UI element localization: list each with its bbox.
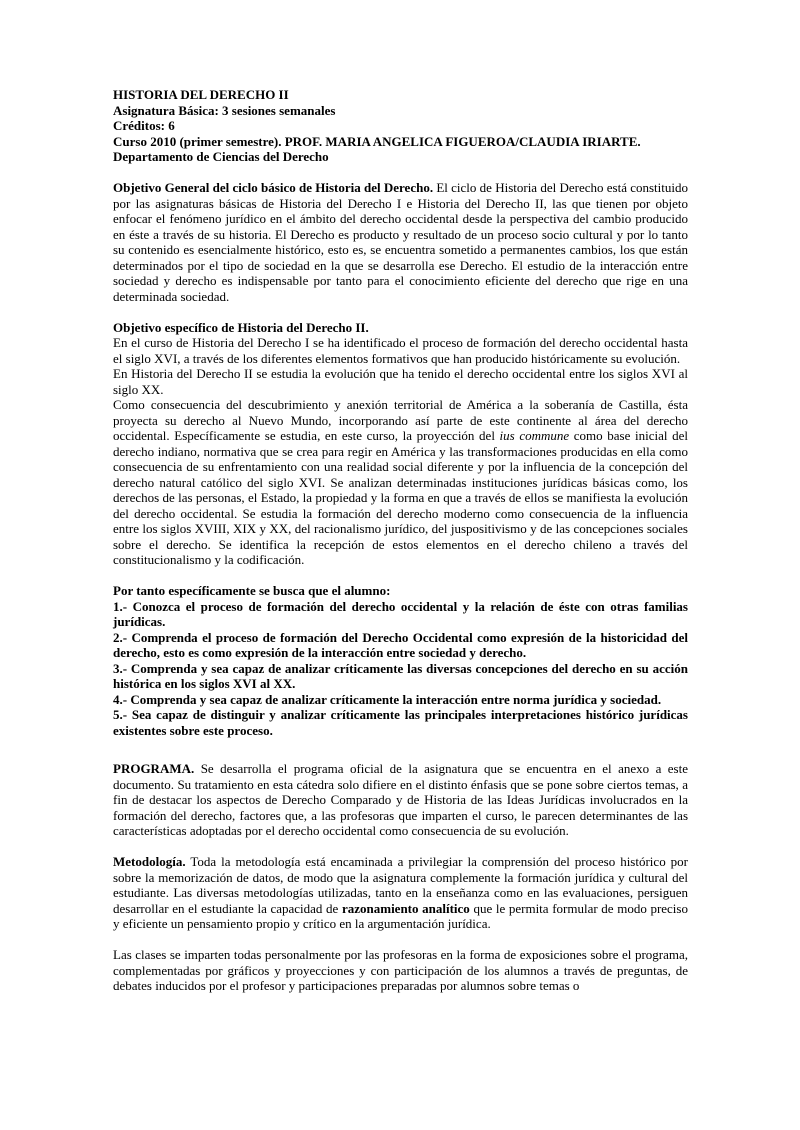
paragraph [113,630,688,661]
section-objetivo-general [113,180,688,304]
text-run: PROGRAMA. [113,761,195,776]
paragraph [113,366,688,397]
section-objetivo-especifico [113,320,688,568]
paragraph [113,180,688,304]
paragraph [113,599,688,630]
section-metodologia [113,854,688,932]
text-run: Las clases se imparten todas personalmente por las profesoras en la forma de exposiciones sobre el programa, complementadas por gráficos y proyecciones y con participación de los alumnos a través de preguntas, de debates inducidos por el profesor y participaciones preparadas por alumnos sobre temas o [113,947,688,993]
text-run: El ciclo de Historia del Derecho está constituido por las asignaturas básicas de Historia del Derecho I e Historia del Derecho II, las que tienen por objeto enfocar el fenómeno jurídico en el ámbito del derecho occidental desde la perspectiva del cambio producido en éste a través de su historia. El Derecho es producto y resultado de un proceso socio cultural y por lo tanto su contenido es esencialmente histórico, esto es, se encuentra sometido a permanentes cambios, los que están determinados por el tipo de sociedad en la que se desarrolla ese Derecho. El estudio de la interacción entre sociedad y derecho es indispensable por tanto para el conocimiento eficiente del derecho que rige en una determinada sociedad. [113,180,688,304]
text-run: 2.- Comprenda el proceso de formación del Derecho Occidental como expresión de la historicidad del derecho, esto es como expresión de la interacción entre sociedad y derecho. [113,629,688,660]
paragraph [113,692,688,708]
text-run: como base inicial del derecho indiano, normativa que se crea para regir en América y las transformaciones producidas en ella como consecuencia de su enfrentamiento con una realidad social diferente y por la influencia de la concepción del derecho natural católico del siglo XVI. Se analizan determinadas instituciones jurídicas básicas como, los derechos de las personas, el Estado, la propiedad y la forma en que a través de ellos se manifiesta la evolución del derecho occidental. Se estudia la formación del derecho moderno como consecuencia de la influencia entre los siglos XVIII, XIX y XX, del racionalismo jurídico, del juspositivismo y de las concepciones sociales sobre el derecho. Se identifica la recepción de estos elementos en el derecho chileno a través del constitucionalismo y la codificación. [113,428,688,567]
paragraph [113,947,688,994]
text-run: Metodología. [113,854,186,869]
section-objetivos-alumno [113,583,688,738]
section-programa [113,761,688,839]
paragraph [113,761,688,839]
paragraph [113,707,688,738]
text-run: Objetivo específico de Historia del Derecho II. [113,319,369,335]
text-run: ius commune [499,428,570,443]
paragraph [113,397,688,568]
paragraph [113,583,688,599]
section-clases [113,947,688,994]
document-content [113,87,688,994]
text-run: Por tanto específicamente se busca que el alumno: [113,583,391,598]
text-run: Objetivo General del ciclo básico de Historia del Derecho. [113,180,434,195]
text-run: Se desarrolla el programa oficial de la asignatura que se encuentra en el anexo a este documento. Su tratamiento en esta cátedra solo difiere en el distinto énfasis que se pone sobre ciertos temas, a fin de destacar los aspectos de Derecho Comparado y de Historia de las Ideas Jurídicas involucrados en la formación del derecho, factores que, a las profesoras que imparten el curso, le parecen determinantes de las características adoptadas por el derecho occidental como consecuencia de su evolución. [113,761,688,838]
paragraph [113,661,688,692]
text-run: 3.- Comprenda y sea capaz de analizar críticamente las diversas concepciones del derecho en su acción histórica en los siglos XVI al XX. [113,660,688,691]
text-run: 1.- Conozca el proceso de formación del derecho occidental y la relación de éste con otras familias jurídicas. [113,598,688,629]
text-run: que le permita formular de modo preciso y eficiente un pensamiento propio y crítico en la argumentación jurídica. [113,900,688,931]
header-line-curso: Curso 2010 (primer semestre). PROF. MARIA ANGELICA FIGUEROA/CLAUDIA IRIARTE. [113,133,641,149]
header-line-departamento: Departamento de Ciencias del Derecho [113,149,329,164]
text-run: Como consecuencia del descubrimiento y anexión territorial de América a la soberanía de Castilla, ésta proyecta su derecho al Nuevo Mundo, incorporando así parte de este continente al área del derecho occidental. Específicamente se estudia, en este curso, la proyección del [113,397,688,443]
document-header [113,87,688,165]
paragraph [113,320,688,336]
text-run: Toda la metodología está encaminada a privilegiar la comprensión del proceso histórico por sobre la memorización de datos, de modo que la asignatura complemente la formación jurídica y cultural del estudiante. Las diversas metodologías utilizadas, tanto en la enseñanza como en las evaluaciones, persiguen desarrollar en el estudiante la capacidad de [113,854,688,916]
paragraph [113,854,688,932]
text-run: 5.- Sea capaz de distinguir y analizar críticamente las principales interpretaciones histórico jurídicas existentes sobre este proceso. [113,707,688,738]
paragraph [113,335,688,366]
text-run: 4.- Comprenda y sea capaz de analizar críticamente la interacción entre norma jurídica y sociedad. [113,691,662,707]
text-run: razonamiento analítico [341,900,470,916]
document-body [113,180,688,994]
text-run: En el curso de Historia del Derecho I se ha identificado el proceso de formación del derecho occidental hasta el siglo XVI, a través de los diferentes elementos formativos que han producido históricamente su evolución. [113,335,688,366]
text-run: En Historia del Derecho II se estudia la evolución que ha tenido el derecho occidental entre los siglos XVI al siglo XX. [113,366,688,397]
header-line-creditos: Créditos: 6 [113,118,175,133]
header-line-title: HISTORIA DEL DERECHO II [113,87,289,102]
header-line-asignatura: Asignatura Básica: 3 sesiones semanales [113,102,336,118]
